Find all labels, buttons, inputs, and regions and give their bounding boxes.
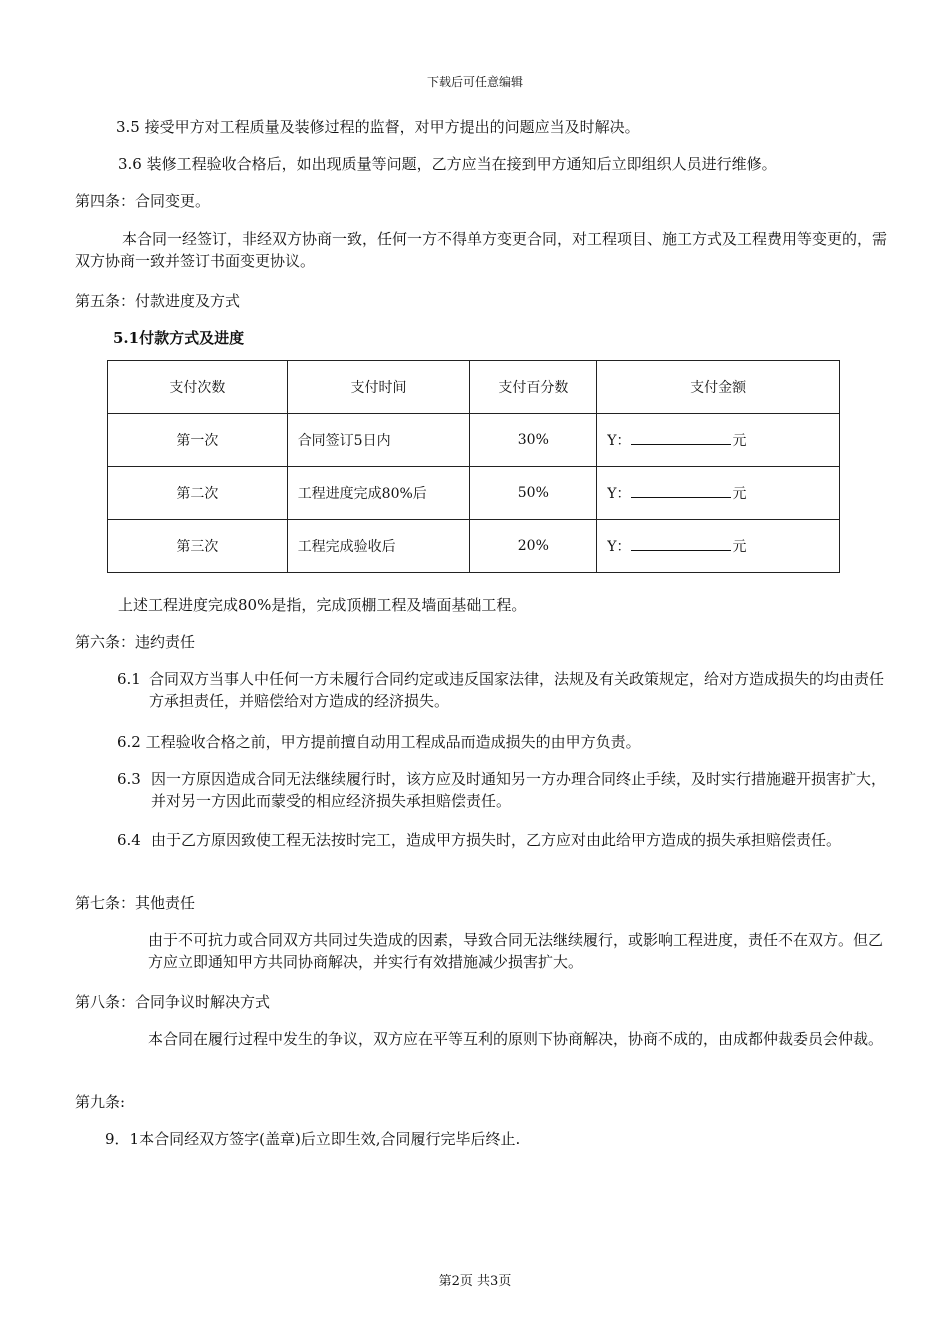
clause-3-6: 3.6 装修工程验收合格后，如出现质量等问题，乙方应当在接到甲方通知后立即组织人员进行维修。 <box>118 155 777 173</box>
clause-6-3-text: 因一方原因造成合同无法继续履行时，该方应及时通知另一方办理合同终止手续，及时实行措施避开损害扩大，并对另一方因此而蒙受的相应经济损失承担赔偿责任。 <box>151 770 887 810</box>
table-header-row <box>108 361 840 414</box>
table-row <box>108 467 840 520</box>
article-7-body: 由于不可抗力或合同双方共同过失造成的因素，导致合同无法继续履行，或影响工程进度，责任不在双方。但乙方应立即通知甲方共同协商解决，并实行有效措施减少损害扩大。 <box>148 931 884 971</box>
amount-blank <box>631 483 731 498</box>
clause-3-5: 3.5 接受甲方对工程质量及装修过程的监督，对甲方提出的问题应当及时解决。 <box>116 118 640 136</box>
currency-label: Y： <box>607 539 631 555</box>
payment-table <box>107 360 840 573</box>
article-8-body: 本合同在履行过程中发生的争议，双方应在平等互利的原则下协商解决，协商不成的，由成都仲裁委员会仲裁。 <box>148 1030 884 1048</box>
table-row <box>108 414 840 467</box>
currency-label: Y： <box>607 486 631 502</box>
header-percent: 支付百分数 <box>470 361 597 414</box>
row-time: 工程完成验收后 <box>287 520 470 573</box>
amount-blank <box>631 536 731 551</box>
row-amount <box>597 414 840 467</box>
article-5-title: 第五条：付款进度及方式 <box>75 292 241 310</box>
table-row <box>108 520 840 573</box>
table-note: 上述工程进度完成80%是指，完成顶棚工程及墙面基础工程。 <box>118 596 527 614</box>
clause-6-1-text: 合同双方当事人中任何一方未履行合同约定或违反国家法律，法规及有关政策规定，给对方造成损失的均由责任方承担责任，并赔偿给对方造成的经济损失。 <box>149 670 885 710</box>
row-count: 第二次 <box>108 467 288 520</box>
unit-label: 元 <box>732 486 747 502</box>
header-amount: 支付金额 <box>597 361 840 414</box>
row-amount <box>597 520 840 573</box>
clause-6-1-number: 6.1 <box>117 670 141 688</box>
clause-6-4-number: 6.4 <box>117 831 141 849</box>
row-time: 工程进度完成80%后 <box>287 467 470 520</box>
amount-blank <box>631 430 731 445</box>
page-footer: 第2页 共3页 <box>438 1274 512 1289</box>
row-percent: 30% <box>470 414 597 467</box>
clause-6-3-number: 6.3 <box>117 770 141 788</box>
article-4-body: 本合同一经签订，非经双方协商一致，任何一方不得单方变更合同，对工程项目、施工方式及工程费用等变更的，需双方协商一致并签订书面变更协议。 <box>75 230 888 270</box>
page-header: 下载后可任意编辑 <box>426 75 523 89</box>
clause-9-1: 9．1本合同经双方签字(盖章)后立即生效,合同履行完毕后终止. <box>105 1130 521 1148</box>
row-percent: 50% <box>470 467 597 520</box>
row-time: 合同签订5日内 <box>287 414 470 467</box>
row-count: 第一次 <box>108 414 288 467</box>
row-amount <box>597 467 840 520</box>
clause-5-1: 5.1付款方式及进度 <box>113 329 245 347</box>
unit-label: 元 <box>732 539 747 555</box>
currency-label: Y： <box>607 433 631 449</box>
clause-6-4-text: 由于乙方原因致使工程无法按时完工，造成甲方损失时，乙方应对由此给甲方造成的损失承担赔偿责任。 <box>151 831 842 849</box>
header-time: 支付时间 <box>287 361 470 414</box>
header-count: 支付次数 <box>108 361 288 414</box>
article-9-title: 第九条: <box>75 1093 126 1111</box>
row-percent: 20% <box>470 520 597 573</box>
article-8-title: 第八条：合同争议时解决方式 <box>75 993 271 1011</box>
article-7-title: 第七条：其他责任 <box>75 894 196 912</box>
unit-label: 元 <box>732 433 747 449</box>
article-6-title: 第六条：违约责任 <box>75 633 196 651</box>
clause-6-2: 6.2 工程验收合格之前，甲方提前擅自动用工程成品而造成损失的由甲方负责。 <box>117 733 641 751</box>
row-count: 第三次 <box>108 520 288 573</box>
article-4-title: 第四条：合同变更。 <box>75 192 211 210</box>
